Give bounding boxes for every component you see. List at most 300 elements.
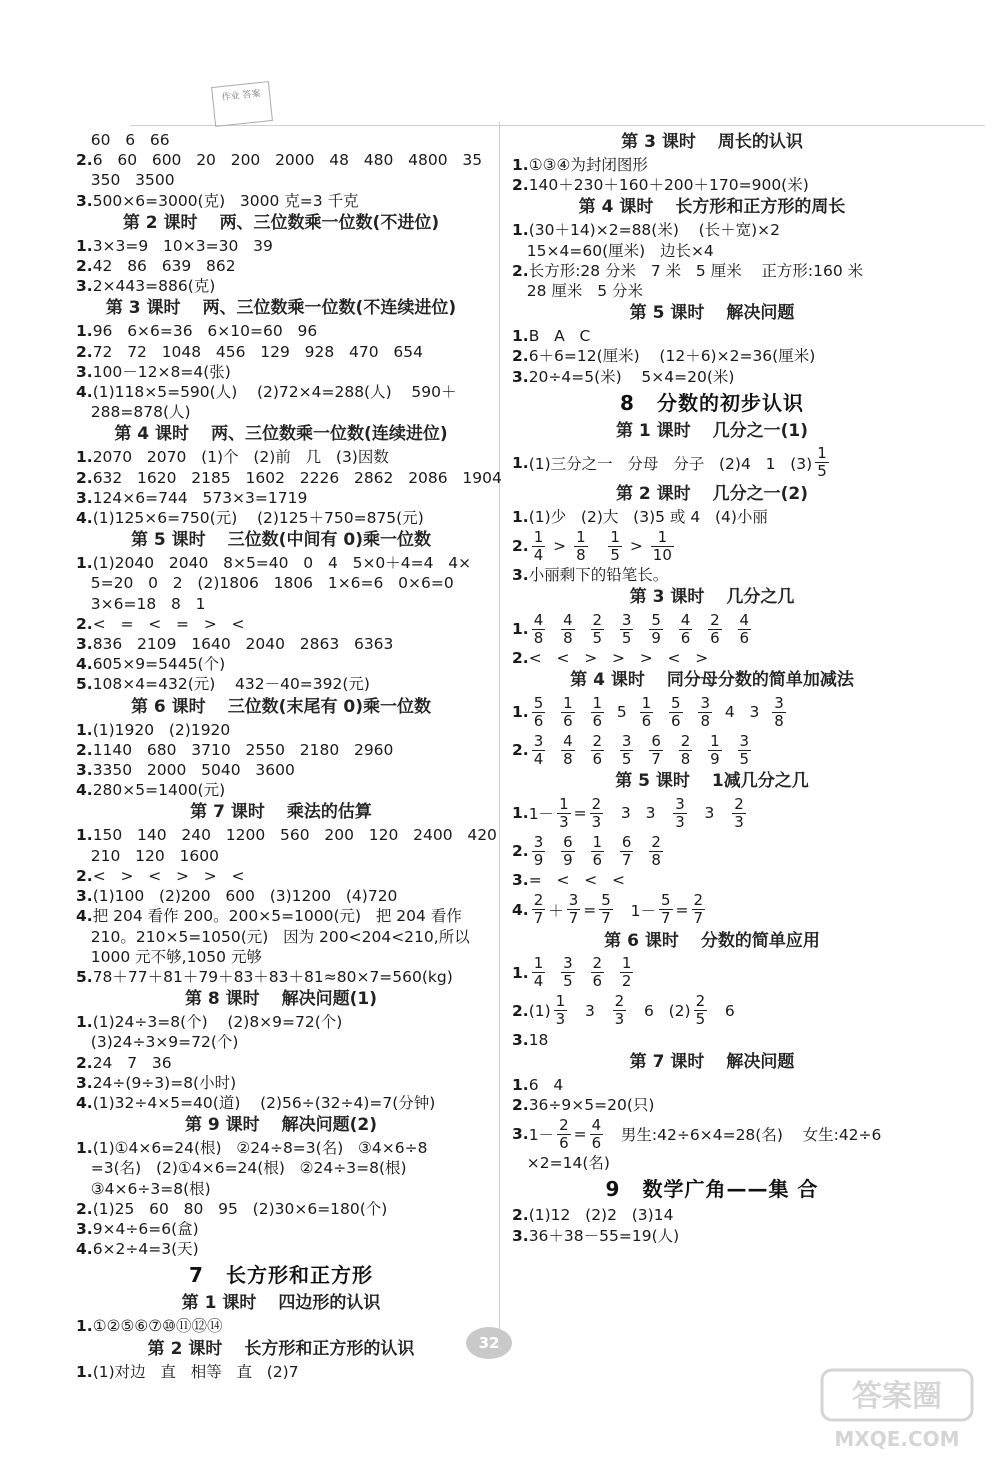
denominator: 8 [700,711,710,730]
lesson-number: 第 7 课时 [190,802,265,823]
lesson-heading [76,800,486,825]
denominator: 4 [533,545,544,564]
numerator: 3 [621,731,632,750]
question-number: 1. [512,453,529,472]
numerator: 6 [563,832,573,851]
answer-text: 36＋38－55=19(人) [528,1226,680,1245]
lesson-title: 分数的简单应用 [700,930,820,951]
answer-text: 18 [528,1030,549,1049]
question-number: 1. [512,327,529,346]
denominator: 3 [559,812,569,831]
answer-line [512,870,912,890]
answer-text [548,842,558,860]
lesson-number: 第 2 课时 [122,212,198,233]
answer-line [76,1073,486,1093]
answer-text [578,703,588,721]
denominator: 7 [661,909,671,928]
answer-text: < < > > > < > [528,649,709,668]
question-number: 3. [512,871,529,890]
lesson-number: 第 6 课时 [604,930,679,951]
answer-text: 150 140 240 1200 560 200 120 2400 420 [92,826,497,845]
numerator: 1 [559,794,569,813]
lesson-heading [512,1050,912,1075]
answer-text: 6×2÷4=3(天) [92,1240,199,1259]
fraction [554,993,568,1028]
lesson-number: 第 4 课时 [114,424,190,445]
fraction [591,834,605,869]
answer-text: (1)25 60 80 95 (2)30×6=180(个) [92,1199,388,1218]
answer-text: (1)125×6=750(元) (2)125＋750=875(元) [92,509,424,528]
fraction [561,955,575,990]
answer-line [76,150,486,170]
numerator: 2 [614,992,625,1011]
question-number: 2. [76,614,93,633]
answer-text: (1) [528,1001,551,1020]
fraction [532,529,546,564]
answer-text: 20÷4=5(米) 5×4=20(米) [528,367,735,386]
answer-text: 24 7 36 [92,1053,172,1072]
question-number: 1. [512,221,529,240]
numerator: 5 [671,693,681,712]
question-number: 2. [512,1096,529,1115]
denominator: 6 [591,1133,602,1152]
answer-text: (1)对边 直 相等 直 (2)7 [92,1362,299,1381]
numerator: 5 [601,891,611,910]
question-number: 5. [76,675,93,694]
question-number: 4. [512,900,529,919]
lesson-heading [76,422,486,447]
answer-text: 3×3=9 10×3=30 39 [92,236,273,255]
fraction [679,612,693,647]
lesson-number: 第 5 课时 [131,530,206,551]
question-number: 2. [512,261,529,280]
question-number: 2. [512,1001,529,1020]
question-number: 2. [76,151,93,170]
lesson-title: 1减几分之几 [711,771,809,792]
numerator: 1 [710,731,720,750]
question-number: 2. [76,257,93,276]
answer-text: 140＋230＋160＋200＋170=900(米) [528,176,809,195]
fraction [673,796,687,831]
svg-text:MXQE.COM: MXQE.COM [834,1427,960,1451]
denominator: 6 [641,711,652,730]
fraction-answer-line [512,444,912,482]
question-number: 1. [512,507,529,526]
fraction [620,612,634,647]
lesson-title: 周长的认识 [717,132,803,152]
answer-text: 288=878(人) [76,403,191,422]
fraction [815,445,829,480]
question-number: 1. [76,720,93,739]
answer-line [76,468,502,488]
denominator: 9 [533,850,544,869]
answer-line [76,1158,486,1178]
numerator: 1 [817,444,827,463]
denominator: 7 [601,909,611,928]
fraction [698,695,712,730]
answer-text [591,537,606,555]
numerator: 1 [563,693,573,712]
numerator: 5 [651,610,661,629]
answer-text: 42 86 639 862 [92,257,236,276]
numerator: 2 [592,954,603,973]
answer-line [76,1032,486,1052]
chapter-number: 9 [605,1177,621,1202]
answer-text [548,703,558,721]
numerator: 2 [734,794,744,813]
fraction [679,733,693,768]
answer-line [76,780,486,800]
answer-text: 2×443=886(克) [92,277,216,296]
lesson-number: 第 5 课时 [629,303,705,324]
lesson-title: 两、三位数乘一位数(不进位) [219,212,440,233]
numerator: 3 [739,731,750,750]
question-number: 3. [76,1219,93,1238]
lesson-heading [512,585,912,610]
answer-line [76,594,486,614]
denominator: 10 [652,545,672,564]
answer-line [76,1219,486,1239]
denominator: 8 [576,545,586,564]
numerator: 6 [621,832,632,851]
fraction [732,796,746,831]
answer-line [76,573,486,593]
answer-text: 6 4 [528,1075,564,1094]
fraction-answer-line [512,610,912,648]
fraction-answer-line [512,693,912,731]
answer-text: 836 2109 1640 2040 2863 6363 [92,635,394,654]
fraction [620,955,634,990]
lesson-number: 第 3 课时 [105,298,181,319]
denominator: 6 [592,749,603,768]
answer-line [76,866,486,886]
lesson-title: 解决问题 [726,303,795,324]
question-number: 3. [76,488,93,507]
answer-line [76,1012,486,1032]
question-number: 4. [76,1093,93,1112]
question-number: 1. [76,826,93,845]
lesson-number: 第 7 课时 [629,1051,705,1072]
lesson-heading [76,296,486,321]
fraction [557,1117,571,1152]
answer-text: 210 120 1600 [76,846,219,865]
answer-text: = [583,900,597,919]
answer-text: (1)少 (2)大 (3)5 或 4 (4)小丽 [528,507,768,526]
answer-text [686,703,696,721]
answer-line [76,1138,486,1158]
fraction [532,834,546,869]
denominator: 6 [563,711,573,730]
lesson-heading [76,1337,486,1362]
answer-text: 72 72 1048 456 129 928 470 654 [92,342,423,361]
denominator: 5 [621,749,632,768]
lesson-title: 长方形和正方形的认识 [244,1338,415,1359]
answer-text: 4 3 [714,703,770,722]
lesson-heading [512,769,912,794]
answer-text: 9×4÷6=6(盒) [92,1219,199,1238]
answer-text: (1)三分之一 分母 分子 (2)4 1 (3) [528,454,813,473]
answer-line [512,175,912,195]
answer-text: 3 3 [606,804,671,823]
answer-text: (1)2040 2040 8×5=40 0 4 5×0＋4=4 4× [92,554,472,573]
answer-line [76,886,486,906]
question-number: 3. [512,1125,529,1144]
fraction [591,612,605,647]
denominator: 7 [621,850,632,869]
answer-line [512,155,912,175]
question-number: 2. [76,740,93,759]
answer-text [666,741,676,759]
answer-line [76,342,486,362]
lesson-title: 乘法的估算 [286,802,372,823]
lesson-heading [76,1291,486,1316]
answer-text: 1－ [528,1126,555,1145]
answer-text: 5 [607,703,637,722]
lesson-number: 第 6 课时 [131,696,206,717]
denominator: 5 [592,628,603,647]
numerator: 2 [591,794,602,813]
answer-line [76,402,486,422]
answer-line [76,614,486,634]
svg-text:答案圈: 答案圈 [852,1379,942,1414]
question-number: 4. [76,907,93,926]
chapter-title: 分数的初步认识 [656,390,804,415]
lesson-heading [512,929,912,954]
lesson-number: 第 2 课时 [147,1338,223,1359]
numerator: 4 [563,731,573,750]
answer-line [512,1030,912,1050]
numerator: 1 [610,527,620,546]
fraction [590,796,604,831]
question-number: 3. [512,566,529,585]
numerator: 5 [533,693,544,712]
answer-text: > [548,537,572,556]
denominator: 7 [693,909,704,928]
lesson-title: 解决问题 [726,1051,795,1072]
chapter-heading [512,387,912,419]
answer-text: < > < > > < [92,866,245,885]
answer-text: B A C [528,327,591,346]
question-number: 1. [76,322,93,341]
denominator: 6 [671,711,681,730]
fraction [532,733,546,768]
lesson-number: 第 2 课时 [615,483,691,504]
question-number: 4. [76,509,93,528]
question-number: 4. [76,781,93,800]
numerator: 4 [533,610,544,629]
question-number: 3. [512,367,529,386]
answer-text: 1－ [615,901,656,920]
fraction [649,612,663,647]
denominator: 5 [695,1010,706,1029]
answer-line [76,947,486,967]
lesson-title: 几分之一(1) [712,420,809,441]
chapter-number: 7 [189,1263,204,1288]
question-number: 3. [76,191,93,210]
numerator: 2 [680,731,691,750]
fraction [590,1117,604,1152]
numerator: 1 [641,693,652,712]
question-number: 2. [512,842,529,861]
question-number: 2. [512,347,529,366]
answer-text: < = < = > < [92,614,245,633]
answer-text: (30＋14)×2=88(米) (长＋宽)×2 [528,221,781,240]
answer-text: ③4×6÷3=8(根) [76,1179,211,1198]
fraction [574,529,588,564]
denominator: 6 [559,1133,569,1152]
answer-line [76,846,486,866]
numerator: 4 [739,610,750,629]
fraction-answer-line [512,527,912,565]
denominator: 7 [568,909,579,928]
denominator: 5 [739,749,750,768]
left-column [76,130,502,1382]
answer-line [512,648,912,668]
numerator: 3 [675,794,685,813]
answer-text: ①②⑤⑥⑦⑩⑪⑫⑭ [92,1317,223,1336]
answer-line [76,191,486,211]
top-rule [130,125,985,126]
answer-text [666,620,676,638]
denominator: 9 [651,628,661,647]
answer-line [76,674,486,694]
answer-text [578,620,588,638]
question-number: 2. [512,537,529,556]
denominator: 5 [563,972,573,991]
answer-line [76,654,486,674]
question-number: 2. [512,1206,529,1225]
answer-line [76,170,486,190]
denominator: 7 [651,749,661,768]
answer-line [76,508,486,528]
fraction [532,695,546,730]
fraction [738,733,752,768]
answer-text: 6 60 600 20 200 2000 48 480 4800 35 [92,151,483,170]
fraction [708,733,722,768]
answer-line [512,261,912,281]
question-number: 3. [76,635,93,654]
question-number: 1. [512,804,529,823]
answer-text: 5=20 0 2 (2)1806 1806 1×6=6 0×6=0 [76,574,454,593]
fraction [591,695,605,730]
question-number: 1. [76,1139,93,1158]
numerator: 1 [621,954,632,973]
fraction [659,892,673,927]
answer-text: 1－ [528,805,555,824]
denominator: 5 [610,545,620,564]
question-number: 1. [512,1075,529,1094]
answer-text: = [675,900,689,919]
fraction [608,529,622,564]
answer-text [548,741,558,759]
lesson-heading [76,695,486,720]
answer-text: 210。210×5=1050(元) 因为 200<204<210,所以 [76,927,470,946]
question-number: 2. [76,1199,93,1218]
chapter-title: 数学广角——集 合 [642,1177,819,1202]
answer-line [76,634,486,654]
fraction-answer-line [512,954,912,992]
numerator: 3 [563,954,573,973]
numerator: 3 [533,731,544,750]
lesson-number: 第 9 课时 [184,1115,260,1136]
fraction [532,955,546,990]
answer-text: =3(名) (2)①4×6=24(根) ②24÷3=8(根) [76,1159,407,1178]
denominator: 2 [621,972,632,991]
question-number: 1. [512,963,529,982]
fraction [561,612,575,647]
answer-line [76,256,486,276]
fraction-answer-line [512,1115,912,1153]
question-number: 2. [76,1053,93,1072]
question-number: 2. [512,176,529,195]
answer-line [76,825,497,845]
numerator: 3 [568,891,579,910]
fraction [649,834,663,869]
denominator: 3 [591,812,602,831]
lesson-title: 长方形和正方形的周长 [675,197,846,218]
lesson-title: 三位数(末尾有 0)乘一位数 [227,696,431,717]
answer-text [636,741,646,759]
answer-text: 6 [710,1001,735,1020]
denominator: 6 [592,850,603,869]
answer-text [607,964,617,982]
denominator: 4 [533,972,544,991]
watermark-logo [802,1362,982,1457]
question-number: 3. [76,362,93,381]
answer-line [76,362,486,382]
answer-text [578,741,588,759]
question-number: 4. [76,383,93,402]
numerator: 3 [774,693,784,712]
fraction [649,733,663,768]
answer-line [76,1053,486,1073]
denominator: 9 [710,749,720,768]
fraction [772,695,786,730]
answer-text [636,842,646,860]
chapter-heading [76,1259,486,1291]
answer-line [76,1179,486,1199]
numerator: 4 [680,610,691,629]
answer-line [512,367,912,387]
fraction [567,892,581,927]
right-column [512,130,912,1246]
lesson-number: 第 4 课时 [570,670,645,691]
fraction [591,955,605,990]
lesson-heading [512,301,912,326]
numerator: 2 [559,1115,569,1134]
answer-text: 3 [689,804,730,823]
answer-line [76,553,486,573]
lesson-title: 两、三位数乘一位数(连续进位) [211,424,448,445]
denominator: 4 [533,749,544,768]
answer-line [76,967,486,987]
answer-text: (1)118×5=590(人) (2)72×4=288(人) 590＋ [92,383,457,402]
question-number: 1. [76,448,93,467]
answer-line [76,720,486,740]
numerator: 2 [651,832,661,851]
question-number: 4. [76,1240,93,1259]
lesson-number: 第 1 课时 [181,1293,257,1314]
answer-text: 28 厘米 5 分米 [512,282,644,301]
numerator: 5 [661,891,671,910]
numerator: 2 [710,610,720,629]
lesson-heading [512,482,912,507]
fraction [561,695,575,730]
answer-text: 96 6×6=36 6×10=60 96 [92,322,318,341]
answer-text: 280×5=1400(元) [92,781,226,800]
numerator: 1 [592,832,603,851]
denominator: 6 [680,628,691,647]
